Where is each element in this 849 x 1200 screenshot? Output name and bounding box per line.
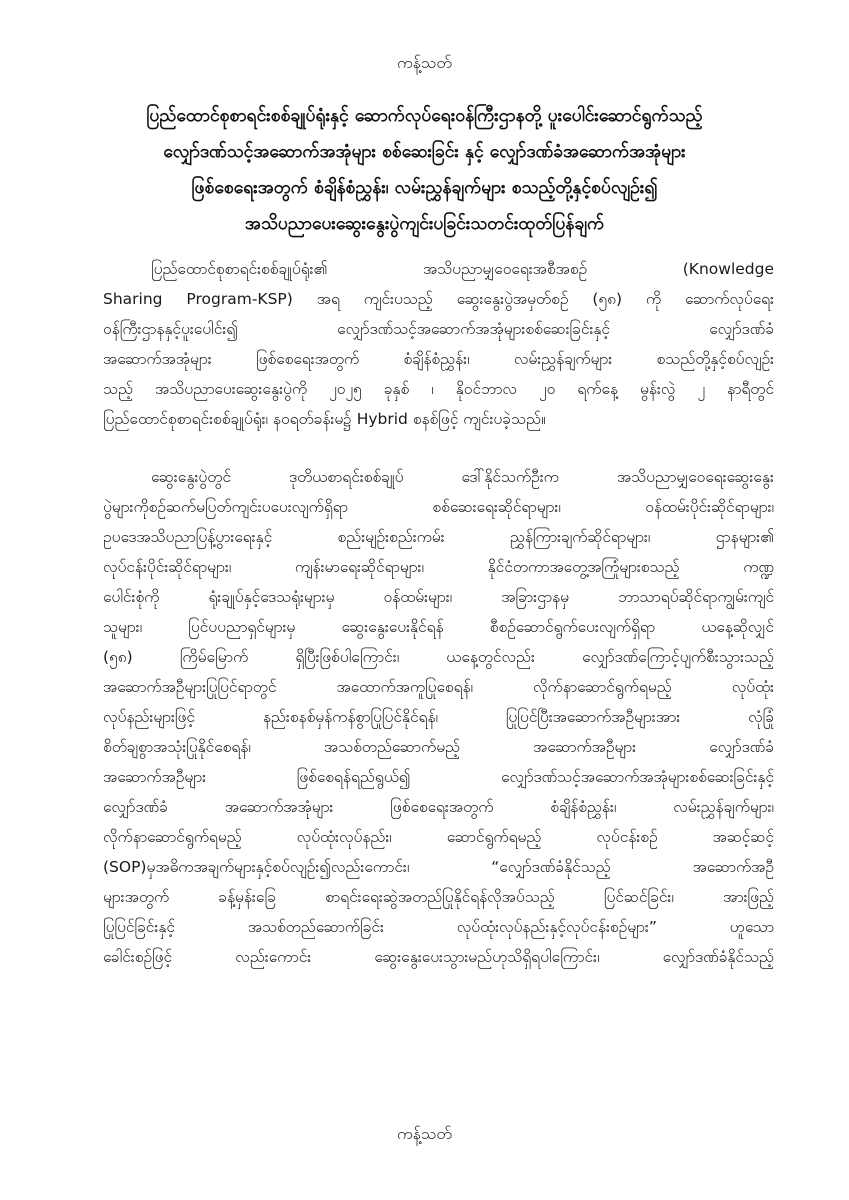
- paragraph-line: ဝန်ကြီးဌာနနှင့်ပူးပေါင်း၍ လျှော်ဒဏ်သင့်အဆောက်အအုံများစစ်ဆေးခြင်းနှင့် လျှော်ဒဏ်ခံ: [103, 320, 774, 338]
- title-line: ဖြစ်စေရေးအတွက် စံချိန်စံညွှန်း၊ လမ်းညွှန်ချက်များ စသည့်တို့နှင့်စပ်လျဉ်း၍: [191, 178, 658, 198]
- paragraph-line: ဥပဒေအသိပညာပြန့်ပွားရေးနှင့် စည်းမျဉ်းစည်းကမ်း ညွှန်ကြားချက်ဆိုင်ရာများ၊ ဌာနများ၏: [103, 528, 774, 546]
- paragraph-line: လုပ်ငန်းပိုင်းဆိုင်ရာများ၊ ကျန်းမာရေးဆိုင်ရာများ၊ နိုင်ငံတကာအတွေ့အကြုံများစသည့် ကဏ္ဍ: [103, 558, 774, 576]
- paragraph-line: ဆွေးနွေးပွဲတွင် ဒုတိယစာရင်းစစ်ချုပ် ဒေါ်နိုင်သက်ဦးက အသိပညာမျှဝေရေးဆွေးနွေး: [151, 468, 774, 486]
- paragraph-line: အဆောက်အအုံများ ဖြစ်စေရေးအတွက် စံချိန်စံညွှန်း၊ လမ်းညွှန်ချက်များ စသည်တို့နှင့်စပ်လျဉ်း: [103, 350, 774, 368]
- paragraph-line: သည့် အသိပညာပေးဆွေးနွေးပွဲကို ၂၀၂၅ ခုနှစ် ၊ နိုဝင်ဘာလ ၂၀ ရက်နေ့ မွန်းလွဲ ၂ နာရီတွင်: [103, 380, 774, 398]
- classification-header: ကန့်သတ်: [397, 53, 452, 72]
- title-line: ပြည်ထောင်စုစာရင်းစစ်ချုပ်ရုံးနှင့် ဆောက်လုပ်ရေးဝန်ကြီးဌာနတို့ ပူးပေါင်းဆောင်ရွက်သည့်: [146, 106, 703, 126]
- paragraph-line: Sharing Program-KSP) အရ ကျင်းပသည့် ဆွေးနွေးပွဲအမှတ်စဉ် (၅၈) ကို ဆောက်လုပ်ရေး: [103, 290, 774, 308]
- paragraph-line: များအတွက် ခန့်မှန်းခြေ စာရင်းရေးဆွဲအတည်ပြုနိုင်ရန်လိုအပ်သည့် ပြင်ဆင်ခြင်း၊ အားဖြည့်: [103, 888, 774, 906]
- classification-footer: ကန့်သတ်: [397, 1124, 452, 1143]
- paragraph-line: အဆောက်အဦများ ဖြစ်စေရန်ရည်ရွယ်၍ လျှော်ဒဏ်သင့်အဆောက်အအုံများစစ်ဆေးခြင်းနှင့်: [103, 768, 774, 786]
- paragraph-line: အဆောက်အဦများပြုပြင်ရာတွင် အထောက်အကူပြုစေရန်၊ လိုက်နာဆောင်ရွက်ရမည့် လုပ်ထုံး: [103, 678, 774, 696]
- paragraph-line: (၅၈) ကြိမ်မြောက် ရှိပြီးဖြစ်ပါကြောင်း၊ ယနေ့တွင်လည်း လျှော်ဒဏ်ကြောင့်ပျက်စီးသွားသည့်: [103, 648, 774, 666]
- paragraph-line: ပြုပြင်ခြင်းနှင့် အသစ်တည်ဆောက်ခြင်း လုပ်ထုံးလုပ်နည်းနှင့်လုပ်ငန်းစဉ်များ” ဟူသော: [103, 918, 774, 936]
- paragraph-line: ပြည်ထောင်စုစာရင်းစစ်ချုပ်ရုံး၊ နဝရတ်ခန်းမ၌ Hybrid စနစ်ဖြင့် ကျင်းပခဲ့သည်။: [103, 410, 546, 428]
- paragraph-line: လျှော်ဒဏ်ခံ အဆောက်အအုံများ ဖြစ်စေရေးအတွက် စံချိန်စံညွှန်း၊ လမ်းညွှန်ချက်များ၊: [103, 798, 774, 816]
- paragraph-line: (SOP)မှအဓိကအချက်များနှင့်စပ်လျဉ်း၍လည်းကောင်း၊ “လျှော်ဒဏ်ခံနိုင်သည့် အဆောက်အဦ: [103, 858, 774, 876]
- press-release-title: [60, 98, 789, 242]
- title-line: အသိပညာပေးဆွေးနွေးပွဲကျင်းပခြင်းသတင်းထုတ်ပြန်ချက်: [244, 214, 605, 234]
- paragraph-2: [103, 462, 774, 972]
- paragraph-line: ပေါင်းစုံကို ရုံးချုပ်နှင့်ဒေသရုံးများမှ ဝန်ထမ်းများ၊ အခြားဌာနမှ ဘာသာရပ်ဆိုင်ရာကျွမ်းကျင်: [103, 588, 774, 606]
- paragraph-line: ပွဲများကိုစဉ်ဆက်မပြတ်ကျင်းပပေးလျက်ရှိရာ စစ်ဆေးရေးဆိုင်ရာများ၊ ဝန်ထမ်းပိုင်းဆိုင်ရာများ၊: [103, 498, 774, 516]
- paragraph-1: [103, 254, 774, 434]
- paragraph-line: ခေါင်းစဉ်ဖြင့် လည်းကောင်း ဆွေးနွေးပေးသွားမည်ဟုသိရှိရပါကြောင်း၊ လျှော်ဒဏ်ခံနိုင်သည့်: [103, 948, 774, 966]
- paragraph-line: လုပ်နည်းများဖြင့် နည်းစနစ်မှန်ကန်စွာပြုပြင်နိုင်ရန်၊ ပြုပြင်ပြီးအဆောက်အဦများအား လုံခြုံ: [103, 708, 774, 726]
- paragraph-line: ပြည်ထောင်စုစာရင်းစစ်ချုပ်ရုံး၏ အသိပညာမျှဝေရေးအစီအစဉ် (Knowledge: [151, 260, 774, 278]
- paragraph-line: လိုက်နာဆောင်ရွက်ရမည့် လုပ်ထုံးလုပ်နည်း၊ ဆောင်ရွက်ရမည့် လုပ်ငန်းစဉ် အဆင့်ဆင့်: [103, 828, 774, 846]
- paragraph-line: သူများ၊ ပြင်ပပညာရှင်များမှ ဆွေးနွေးပေးနိုင်ရန် စီစဉ်ဆောင်ရွက်ပေးလျက်ရှိရာ ယနေ့ဆိုလျှင်: [103, 618, 774, 636]
- title-line: လျှော်ဒဏ်သင့်အဆောက်အအုံများ စစ်ဆေးခြင်း နှင့် လျှော်ဒဏ်ခံအဆောက်အအုံများ: [163, 142, 686, 162]
- paragraph-line: စိတ်ချစွာအသုံးပြုနိုင်စေရန်၊ အသစ်တည်ဆောက်မည့် အဆောက်အဦများ လျှော်ဒဏ်ခံ: [103, 738, 774, 756]
